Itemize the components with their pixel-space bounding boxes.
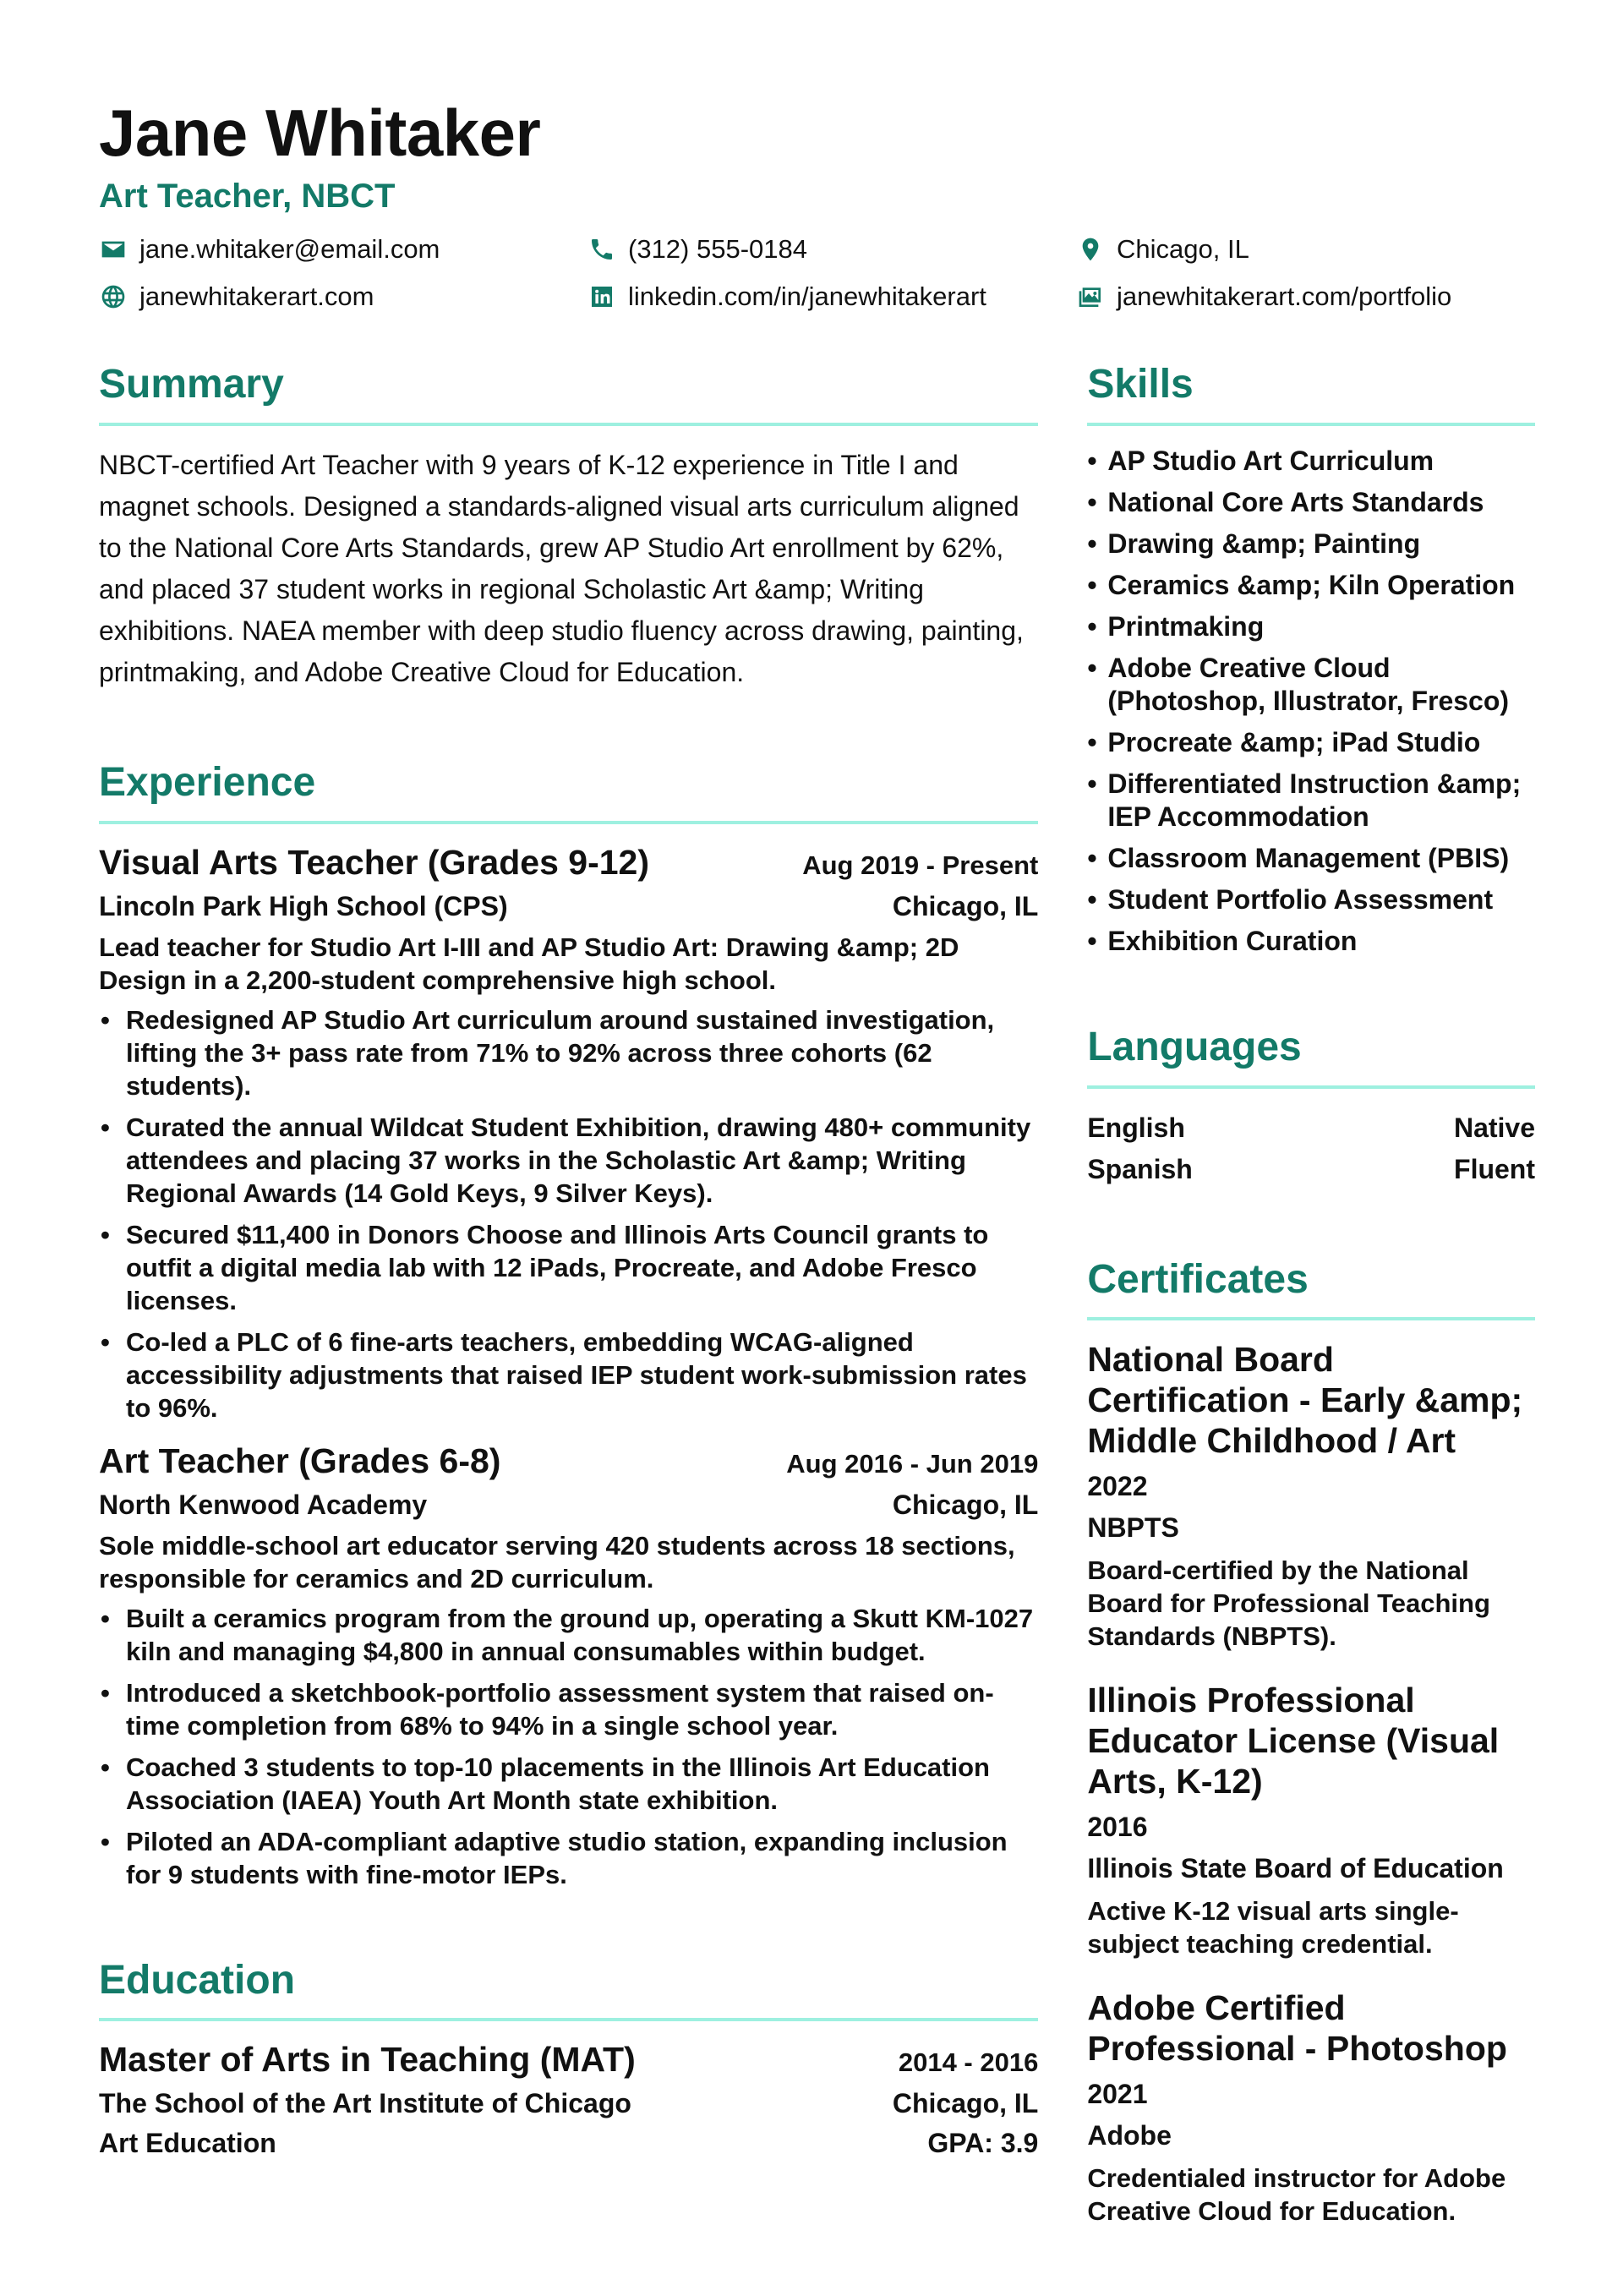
- certificate-issuer: NBPTS: [1087, 1512, 1179, 1544]
- job-bullets: [99, 1003, 1038, 1424]
- job-bullet: • Curated the annual Wildcat Student Exhibition, drawing 480+ community attendees and placing 37 works in the Scholastic Art &amp; Writing Regional Awards (14 Gold Keys, 9 Silver Keys).: [99, 1111, 1038, 1210]
- certificate-description: Credentialed instructor for Adobe Creative Cloud for Education.: [1087, 2163, 1506, 2227]
- job-location: Chicago, IL: [892, 1489, 1039, 1520]
- certificate-issuer: Illinois State Board of Education: [1087, 1853, 1504, 1884]
- contact-portfolio-text: janewhitakerart.com/portfolio: [1117, 282, 1452, 311]
- contact-phone-text: (312) 555-0184: [628, 234, 807, 264]
- certificate-entry: [1087, 1339, 1535, 1653]
- contact-website[interactable]: [99, 278, 587, 315]
- certificate-description: Active K-12 visual arts single-subject teaching credential.: [1087, 1896, 1459, 1960]
- job-dates: Aug 2016 - Jun 2019: [786, 1448, 1039, 1479]
- main-column: [99, 363, 1038, 2228]
- contact-email-text: jane.whitaker@email.com: [139, 234, 440, 264]
- certificate-year: 2022: [1087, 1471, 1148, 1502]
- contact-location-text: Chicago, IL: [1117, 234, 1249, 264]
- content-columns: [99, 363, 1535, 2228]
- phone-icon: [587, 235, 616, 264]
- summary-text: NBCT-certified Art Teacher with 9 years of K-12 experience in Title I and magnet schools. Designed a standards-aligned visual arts curriculum aligned to the National Core Arts Standards, grew AP Studio Art enrollment by 62%, and placed 37 student works in regional Scholastic Art &amp; Writing exhibitions. NAEA member with deep studio fluency across drawing, painting, printmaking, and Adobe Creative Cloud for Education.: [99, 449, 1024, 687]
- contact-portfolio[interactable]: [1076, 278, 1516, 315]
- skill-item: • Classroom Management (PBIS): [1087, 842, 1535, 875]
- location-pin-icon: [1076, 235, 1105, 264]
- job-bullet: • Piloted an ADA-compliant adaptive studio station, expanding inclusion for 9 students with fine-motor IEPs.: [99, 1825, 1038, 1891]
- language-row: [1087, 1149, 1535, 1190]
- contact-website-text: janewhitakerart.com: [139, 282, 374, 311]
- job-description: Sole middle-school art educator serving 420 students across 18 sections, responsible for ceramics and 2D curriculum.: [99, 1530, 1015, 1594]
- job-dates: Aug 2019 - Present: [802, 850, 1039, 880]
- job-location: Chicago, IL: [892, 890, 1039, 921]
- certificate-name: Illinois Professional Educator License (Visual Arts, K-12): [1087, 1681, 1500, 1801]
- certificate-year: 2021: [1087, 2079, 1148, 2110]
- degree-gpa: GPA: 3.9: [927, 2128, 1039, 2159]
- job-title: Art Teacher (Grades 6-8): [99, 1440, 501, 1480]
- languages-heading: Languages: [1087, 1025, 1535, 1089]
- language-level: Native: [1453, 1112, 1535, 1143]
- job-bullet: • Secured $11,400 in Donors Choose and Illinois Arts Council grants to outfit a digital media lab with 12 iPads, Procreate, and Adobe Fresco licenses.: [99, 1218, 1038, 1317]
- skill-item: • Differentiated Instruction &amp; IEP Accommodation: [1087, 768, 1535, 834]
- linkedin-icon: [587, 282, 616, 311]
- globe-icon: [99, 282, 128, 311]
- summary-heading: Summary: [99, 363, 1038, 426]
- candidate-name: Jane Whitaker: [99, 96, 541, 170]
- degree-title: Master of Arts in Teaching (MAT): [99, 2040, 636, 2080]
- language-level: Fluent: [1454, 1153, 1535, 1184]
- contact-linkedin-text: linkedin.com/in/janewhitakerart: [628, 282, 986, 311]
- contact-phone[interactable]: [587, 231, 1076, 268]
- portfolio-icon: [1076, 282, 1105, 311]
- experience-heading: Experience: [99, 761, 1038, 824]
- email-icon: [99, 235, 128, 264]
- degree-dates: 2014 - 2016: [898, 2047, 1039, 2078]
- job-entry: [99, 1441, 1038, 1891]
- education-heading: Education: [99, 1959, 1038, 2022]
- summary-section: [99, 363, 1038, 693]
- skills-heading: Skills: [1087, 363, 1535, 426]
- job-org: Lincoln Park High School (CPS): [99, 890, 508, 921]
- certificate-year: 2016: [1087, 1812, 1148, 1843]
- skill-item: • Procreate &amp; iPad Studio: [1087, 726, 1535, 759]
- skill-item: • Student Portfolio Assessment: [1087, 883, 1535, 916]
- job-org: North Kenwood Academy: [99, 1489, 428, 1520]
- certificate-entry: [1087, 1680, 1535, 1960]
- skill-item: • Drawing &amp; Painting: [1087, 528, 1535, 560]
- job-bullet: • Introduced a sketchbook-portfolio assessment system that raised on-time completion from 68% to 94% in a single school year.: [99, 1676, 1038, 1742]
- job-bullet: • Coached 3 students to top-10 placements in the Illinois Art Education Association (IAEA) Youth Art Month state exhibition.: [99, 1751, 1038, 1817]
- certificate-entry: [1087, 1987, 1535, 2228]
- school-location: Chicago, IL: [892, 2088, 1039, 2119]
- contact-location: [1076, 231, 1516, 268]
- skill-item: • Exhibition Curation: [1087, 925, 1535, 958]
- sidebar-column: [1087, 363, 1535, 2228]
- skill-item: • Printmaking: [1087, 610, 1535, 643]
- skill-item: • Ceramics &amp; Kiln Operation: [1087, 569, 1535, 602]
- experience-section: [99, 761, 1038, 1891]
- skills-list: [1087, 445, 1535, 958]
- job-bullet: • Co-led a PLC of 6 fine-arts teachers, embedding WCAG-aligned accessibility adjustments that raised IEP student work-submission rates to 96%.: [99, 1326, 1038, 1424]
- contact-linkedin[interactable]: [587, 278, 1076, 315]
- job-bullet: • Redesigned AP Studio Art curriculum around sustained investigation, lifting the 3+ pass rate from 71% to 92% across three cohorts (62 students).: [99, 1003, 1038, 1102]
- skill-item: • Adobe Creative Cloud (Photoshop, Illustrator, Fresco): [1087, 652, 1535, 718]
- languages-section: [1087, 1025, 1535, 1190]
- certificate-description: Board-certified by the National Board for Professional Teaching Standards (NBPTS).: [1087, 1555, 1490, 1652]
- language-name: English: [1087, 1112, 1185, 1143]
- skills-section: [1087, 363, 1535, 958]
- certificates-section: [1087, 1258, 1535, 2228]
- education-section: [99, 1959, 1038, 2160]
- language-name: Spanish: [1087, 1153, 1193, 1184]
- degree-field: Art Education: [99, 2128, 276, 2159]
- job-bullet: • Built a ceramics program from the ground up, operating a Skutt KM-1027 kiln and managing $4,800 in annual consumables within budget.: [99, 1602, 1038, 1668]
- certificate-name: National Board Certification - Early &amp; Middle Childhood / Art: [1087, 1340, 1523, 1461]
- certificates-heading: Certificates: [1087, 1258, 1535, 1321]
- skill-item: • AP Studio Art Curriculum: [1087, 445, 1535, 478]
- job-title: Visual Arts Teacher (Grades 9-12): [99, 842, 649, 882]
- job-entry: [99, 843, 1038, 1424]
- job-bullets: [99, 1602, 1038, 1891]
- certificate-issuer: Adobe: [1087, 2120, 1172, 2151]
- candidate-title: Art Teacher, NBCT: [99, 178, 396, 215]
- contact-list: [99, 231, 1535, 315]
- contact-email[interactable]: [99, 231, 587, 268]
- school-name: The School of the Art Institute of Chicago: [99, 2088, 631, 2119]
- skill-item: • National Core Arts Standards: [1087, 486, 1535, 519]
- language-row: [1087, 1107, 1535, 1149]
- certificate-name: Adobe Certified Professional - Photoshop: [1087, 1988, 1507, 2069]
- job-description: Lead teacher for Studio Art I-III and AP Studio Art: Drawing &amp; 2D Design in a 2,200-student comprehensive high school.: [99, 932, 959, 995]
